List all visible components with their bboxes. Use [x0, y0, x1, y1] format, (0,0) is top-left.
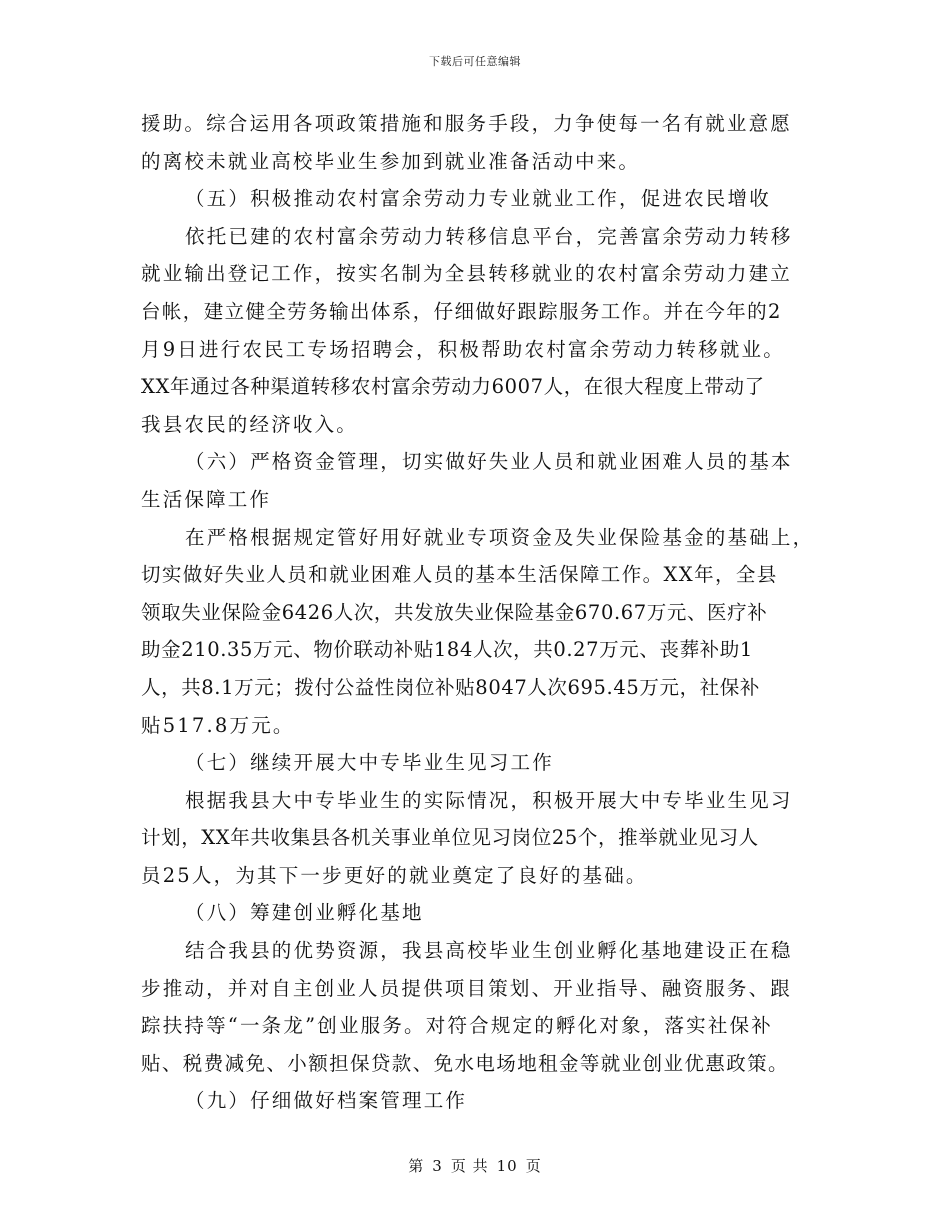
body-line: 员25人，为其下一步更好的就业奠定了良好的基础。 [141, 863, 648, 887]
section-heading-5: （五）积极推动农村富余劳动力专业就业工作，促进农民增收 [185, 187, 771, 211]
body-line: 台帐，建立健全劳务输出体系，仔细做好跟踪服务工作。并在今年的2 [141, 299, 782, 323]
body-line: 人，共8.1万元；拨付公益性岗位补贴8047人次695.45万元，社保补 [141, 675, 760, 699]
body-line: 根据我县大中专毕业生的实际情况，积极开展大中专毕业生见习 [185, 788, 793, 812]
footer-page-number: 3 [432, 1157, 443, 1175]
footer-middle: 页 共 [450, 1157, 489, 1175]
footer-suffix: 页 [525, 1157, 542, 1175]
body-line: 结合我县的优势资源，我县高校毕业生创业孵化基地建设正在稳 [185, 939, 793, 963]
body-line: 贴517.8万元。 [141, 713, 295, 737]
body-line: 在严格根据规定管好用好就业专项资金及失业保险基金的基础上， [185, 525, 815, 549]
body-line: 月9日进行农民工专场招聘会，积极帮助农村富余劳动力转移就业。 [141, 337, 785, 361]
page-header: 下载后可任意编辑 [429, 55, 521, 68]
section-heading-9: （九）仔细做好档案管理工作 [185, 1089, 468, 1113]
body-line: 助金210.35万元、物价联动补贴184人次，共0.27万元、丧葬补助1 [141, 638, 753, 662]
document-body [141, 105, 813, 1120]
body-line: 的离校未就业高校毕业生参加到就业准备活动中来。 [141, 149, 641, 173]
footer-total-pages: 10 [496, 1157, 518, 1175]
body-line: 切实做好失业人员和就业困难人员的基本生活保障工作。XX年，全县 [141, 563, 778, 587]
body-line: 我县农民的经济收入。 [141, 412, 359, 436]
body-line: 踪扶持等“一条龙”创业服务。对符合规定的孵化对象，落实社保补 [141, 1014, 773, 1038]
section-heading-7: （七）继续开展大中专毕业生见习工作 [185, 751, 554, 775]
section-heading-8: （八）筹建创业孵化基地 [185, 901, 424, 925]
body-line: 领取失业保险金6426人次，共发放失业保险基金670.67万元、医疗补 [141, 600, 768, 624]
body-line: 步推动，并对自主创业人员提供项目策划、开业指导、融资服务、跟 [141, 976, 793, 1000]
footer-prefix: 第 [408, 1157, 425, 1175]
body-line: XX年通过各种渠道转移农村富余劳动力6007人，在很大程度上带动了 [141, 375, 765, 399]
body-line: 就业输出登记工作，按实名制为全县转移就业的农村富余劳动力建立 [141, 262, 793, 286]
section-heading-6: （六）严格资金管理，切实做好失业人员和就业困难人员的基本 [185, 450, 793, 474]
body-line: 依托已建的农村富余劳动力转移信息平台，完善富余劳动力转移 [185, 224, 793, 248]
body-line: 贴、税费减免、小额担保贷款、免水电场地租金等就业创业优惠政策。 [141, 1051, 789, 1075]
body-line: 计划，XX年共收集县各机关事业单位见习岗位25个，推举就业见习人 [141, 826, 759, 850]
body-line: 援助。综合运用各项政策措施和服务手段，力争使每一名有就业意愿 [141, 112, 793, 135]
page-footer [0, 1155, 950, 1176]
section-heading-6-cont: 生活保障工作 [141, 487, 272, 511]
